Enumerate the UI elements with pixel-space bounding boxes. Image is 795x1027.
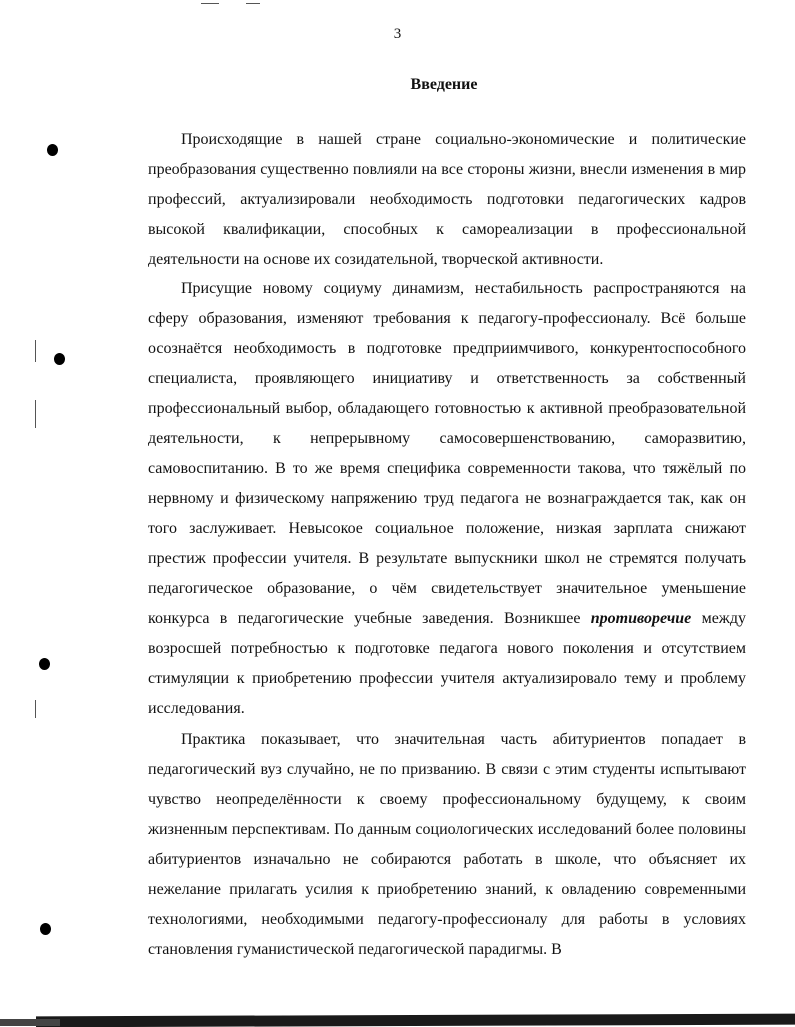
paragraph-3-text: Практика показывает, что значительная часть абитуриентов попадает в педагогический вуз случайно, не по призванию. В связи с этим студенты испытывают чувство неопределённости к своему профессиональному будущему, к своим жизненным перспективам. По данным социологических исследований более половины абитуриентов изначально не собираются работать в школе, что объясняет их нежелание прилагать усилия к приобретению знаний, к овладению современными технологиями, необходимыми педагогу-профессионалу для работы в условиях становления гуманистической педагогической парадигмы. В <box>148 731 746 958</box>
paragraph-2-text <box>148 274 746 724</box>
punch-hole <box>40 923 51 935</box>
paragraph-2-tail: между возросшей потребностью к подготовке педагога нового поколения и отсутствием стимуляции к приобретению профессии учителя актуализировало тему и проблему исследования. <box>148 610 746 717</box>
paragraph-2 <box>148 274 746 724</box>
page-number: 3 <box>393 26 402 42</box>
scan-bottom-edge-left <box>0 1019 60 1026</box>
left-scan-tick <box>35 340 36 362</box>
page-title: Введение <box>410 76 478 93</box>
paragraph-2-lead: Присущие новому социуму динамизм, нестабильность распространяются на сферу образования, изменяют требования к педагогу-профессионалу. Всё больше осознаётся необходимость в подготовке предприимчивого, конкурентоспособного специалиста, проявляющего инициативу и ответственность за собственный профессиональный выбор, обладающего готовностью к активной преобразовательной деятельности, к непрерывному самосовершенствованию, саморазвитию, самовоспитанию. В то же время специфика современности такова, что тяжёлый по нервному и физическому напряжению труд педагога не вознаграждается так, как он того заслуживает. Невысокое социальное положение, низкая зарплата снижают престиж профессии учителя. В результате выпускники школ не стремятся получать педагогическое образование, о чём свидетельствует значительное уменьшение конкурса в педагогические учебные заведения. Возникшее <box>148 280 746 627</box>
left-scan-tick <box>35 700 36 718</box>
punch-hole <box>39 658 50 670</box>
punch-hole <box>54 353 65 365</box>
emphasis-contradiction: противоречие <box>590 610 692 627</box>
top-scan-mark-left <box>201 3 219 4</box>
scan-bottom-edge <box>36 1014 795 1027</box>
paragraph-1 <box>148 125 746 275</box>
paragraph-3 <box>148 725 746 965</box>
paragraph-1-text: Происходящие в нашей стране социально-экономические и политические преобразования существенно повлияли на все стороны жизни, внесли изменения в мир профессий, актуализировали необходимость подготовки педагогических кадров высокой квалификации, способных к самореализации в профессиональной деятельности на основе их созидательной, творческой активности. <box>148 131 746 268</box>
top-scan-mark-right <box>246 3 260 4</box>
left-scan-tick <box>35 400 36 428</box>
punch-hole <box>47 144 58 156</box>
